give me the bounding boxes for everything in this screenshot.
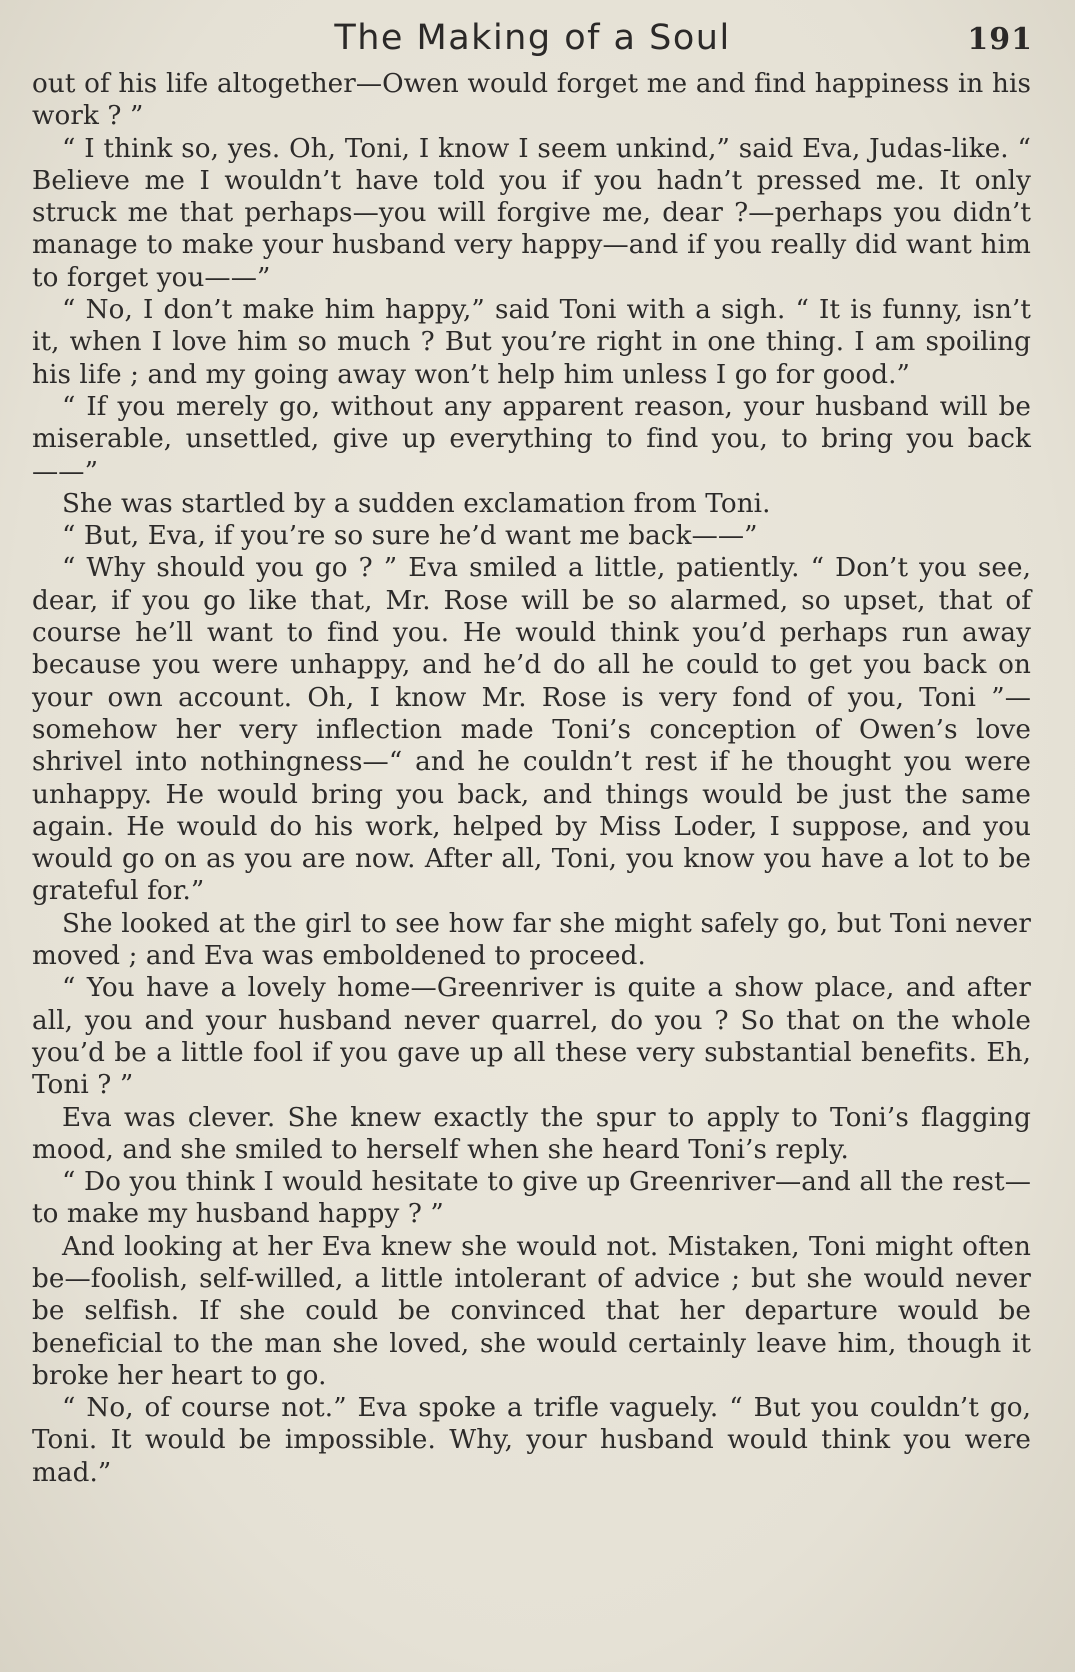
running-head [32,16,1033,64]
paragraph: “ No, of course not.” Eva spoke a trifle vaguely. “ But you couldn’t go, Toni. It would be impossible. Why, your husband would think you were mad.” [32,1393,1031,1488]
paragraph: She looked at the girl to see how far she might safely go, but Toni never moved ; and Eva was emboldened to proceed. [32,908,1031,972]
body-text [32,68,1031,1489]
page-number: 191 [967,22,1033,57]
running-title: The Making of a Soul [334,18,731,58]
paragraph-continued: out of his life altogether—Owen would forget me and find happiness in his work ? ” [32,69,1031,132]
paragraph: Eva was clever. She knew exactly the spur to apply to Toni’s flagging mood, and she smiled to herself when she heard Toni’s reply. [32,1102,1031,1165]
paragraph: “ I think so, yes. Oh, Toni, I know I seem unkind,” said Eva, Judas-like. “ Believe me I wouldn’t have told you if you hadn’t pressed me. It only struck me that perhaps—you will forgive me, dear ?—perhaps you didn’t manage to make your husband very happy—and if you really did want him to forget you——” [32,133,1031,293]
paragraph: “ But, Eva, if you’re so sure he’d want me back——” [62,521,758,552]
paragraph: “ If you merely go, without any apparent reason, your husband will be miserable, unsettled, give up everything to find you, to bring you back——” [32,391,1031,487]
paragraph: “ You have a lovely home—Greenriver is quite a show place, and after all, you and your husband never quarrel, do you ? So that on the whole you’d be a little fool if you gave up all these very substantial benefits. Eh, Toni ? ” [32,973,1031,1101]
paragraph: She was startled by a sudden exclamation from Toni. [62,488,771,519]
paragraph: “ Do you think I would hesitate to give up Greenriver—and all the rest—to make my husband happy ? ” [32,1167,1031,1230]
paragraph: “ No, I don’t make him happy,” said Toni with a sigh. “ It is funny, isn’t it, when I love him so much ? But you’re right in one thing. I am spoiling his life ; and my going away won’t help him unless I go for good.” [32,295,1031,390]
paragraph: And looking at her Eva knew she would not. Mistaken, Toni might often be—foolish, self-willed, a little intolerant of advice ; but she would never be selfish. If she could be convinced that her departure would be beneficial to the man she loved, she would certainly leave him, though it broke her heart to go. [32,1231,1031,1391]
paragraph: “ Why should you go ? ” Eva smiled a little, patiently. “ Don’t you see, dear, if you go like that, Mr. Rose will be so alarmed, so upset, that of course he’ll want to find you. He would think you’d perhaps run away because you were unhappy, and he’d do all he could to get you back on your own account. Oh, I know Mr. Rose is very fond of you, Toni ”—somehow her very inflection made Toni’s conception of Owen’s love shrivel into nothingness—“ and he couldn’t rest if he thought you were unhappy. He would bring you back, and things would be just the same again. He would do his work, helped by Miss Loder, I suppose, and you would go on as you are now. After all, Toni, you know you have a lot to be grateful for.” [32,553,1031,907]
